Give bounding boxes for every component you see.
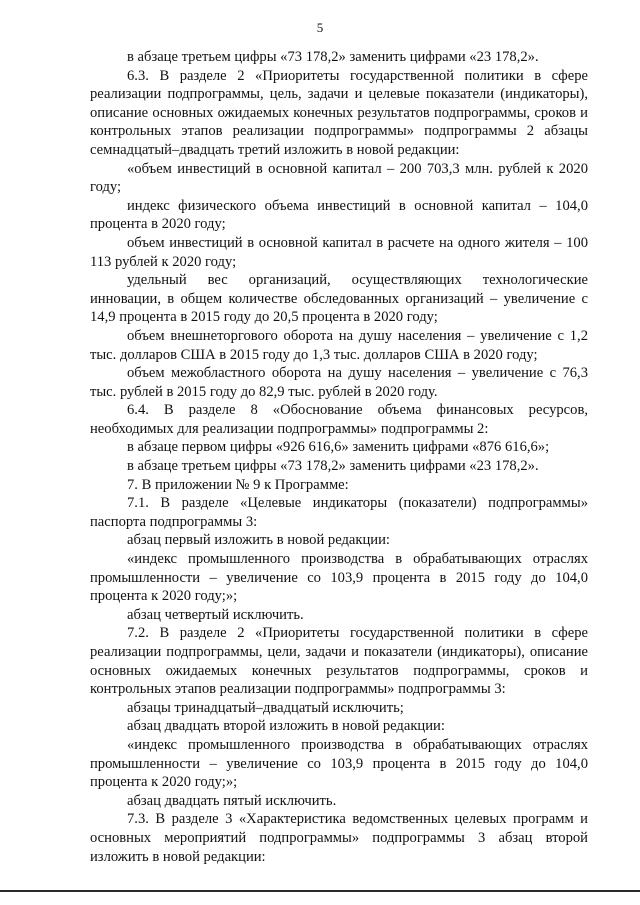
paragraph-3: «объем инвестиций в основной капитал – 200 703,3 млн. рублей к 2020 году; <box>90 160 588 196</box>
paragraph-9: 6.4. В разделе 8 «Обоснование объема финансовых ресурсов, необходимых для реализации подпрограммы» подпрограммы 2: <box>90 402 588 437</box>
paragraph-20: «индекс промышленного производства в обрабатывающих отраслях промышленности – увеличение со 103,9 процента в 2015 году до 104,0 процента к 2020 году;»; <box>90 736 588 791</box>
paragraph-2: 6.3. В разделе 2 «Приоритеты государственной политики в сфере реализации подпрограммы, цель, задачи и целевые показатели (индикаторы), описание основных ожидаемых конечных результатов подпрограммы, сроков и контрольных этапов реализации подпрограммы» подпрограммы 2 абзацы семнадцатый–двадцать третий изложить в новой редакции: <box>90 67 588 158</box>
paragraph-1: в абзаце третьем цифры «73 178,2» заменить цифрами «23 178,2». <box>127 49 539 65</box>
paragraph-6: удельный вес организаций, осуществляющих технологические инновации, в общем количестве обследованных организаций – увеличение с 14,9 процента в 2015 году до 20,5 процента в 2020 году; <box>90 272 588 326</box>
paragraph-5: объем инвестиций в основной капитал в расчете на одного жителя – 100 113 рублей к 2020 году; <box>90 234 588 270</box>
paragraph-16: абзац четвертый исключить. <box>127 606 304 623</box>
paragraph-11: в абзаце третьем цифры «73 178,2» заменить цифрами «23 178,2». <box>127 458 539 475</box>
paragraph-12: 7. В приложении № 9 к Программе: <box>127 476 349 493</box>
paragraph-19: абзац двадцать второй изложить в новой редакции: <box>127 718 445 735</box>
paragraph-18: абзацы тринадцатый–двадцатый исключить; <box>127 699 404 716</box>
paragraph-14: абзац первый изложить в новой редакции: <box>127 532 390 549</box>
paragraph-13: 7.1. В разделе «Целевые индикаторы (показатели) подпрограммы» паспорта подпрограммы 3: <box>90 495 588 530</box>
paragraph-22: 7.3. В разделе 3 «Характеристика ведомственных целевых программ и основных мероприятий подпрограммы» подпрограммы 3 абзац второй изложить в новой редакции: <box>90 811 588 865</box>
paragraph-7: объем внешнеторгового оборота на душу населения – увеличение с 1,2 тыс. долларов США в 2015 году до 1,3 тыс. долларов США в 2020 году; <box>90 327 588 363</box>
paragraph-4: индекс физического объема инвестиций в основной капитал – 104,0 процента в 2020 году; <box>90 197 588 233</box>
paragraph-8: объем межобластного оборота на душу населения – увеличение с 76,3 тыс. рублей в 2015 году до 82,9 тыс. рублей в 2020 году. <box>90 365 588 400</box>
document-body <box>90 48 588 866</box>
paragraph-17: 7.2. В разделе 2 «Приоритеты государственной политики в сфере реализации подпрограммы, цели, задачи и показатели (индикаторы), описание основных ожидаемых конечных результатов подпрограммы, сроков и контрольных этапов реализации подпрограммы» подпрограммы 3: <box>90 625 588 698</box>
bottom-rule <box>0 890 640 892</box>
paragraph-10: в абзаце первом цифры «926 616,6» заменить цифрами «876 616,6»; <box>127 439 550 456</box>
paragraph-15: «индекс промышленного производства в обрабатывающих отраслях промышленности – увеличение со 103,9 процента в 2015 году до 104,0 процента к 2020 году;»; <box>90 551 588 605</box>
page-number: 5 <box>316 20 324 35</box>
paragraph-21: абзац двадцать пятый исключить. <box>127 792 337 809</box>
